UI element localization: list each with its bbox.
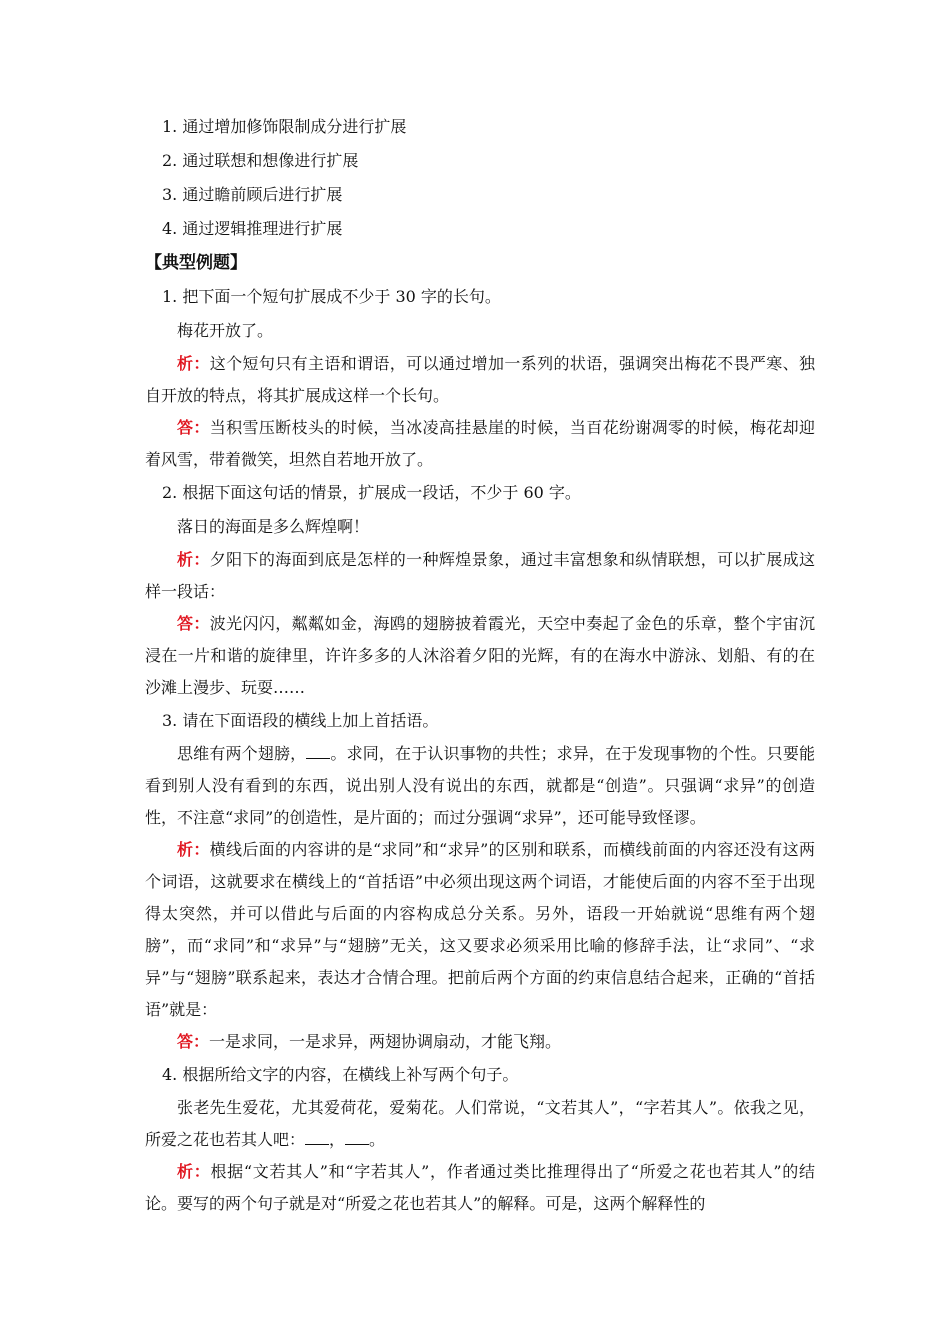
- material-text-before: 思维有两个翅膀，: [177, 744, 307, 763]
- example-3: [145, 704, 815, 1058]
- method-list: [145, 110, 815, 246]
- fill-blank: [305, 1130, 329, 1145]
- analysis-paragraph: [145, 544, 815, 608]
- example-question: 1. 把下面一个短句扩展成不少于 30 字的长句。: [162, 287, 501, 306]
- answer-paragraph: [145, 1026, 815, 1058]
- answer-paragraph: [145, 608, 815, 704]
- answer-label: 答：: [177, 418, 210, 437]
- answer-label: 答：: [177, 1032, 210, 1051]
- example-material: [145, 738, 815, 834]
- method-item: 4. 通过逻辑推理进行扩展: [162, 219, 343, 238]
- section-title: 【典型例题】: [145, 253, 247, 273]
- analysis-paragraph: [145, 1156, 815, 1220]
- method-item: 3. 通过瞻前顾后进行扩展: [162, 185, 343, 204]
- fill-blank: [306, 744, 330, 759]
- answer-text: 一是求同，一是求异，两翅协调扇动，才能飞翔。: [209, 1032, 562, 1051]
- example-material: 落日的海面是多么辉煌啊！: [177, 517, 370, 536]
- answer-text: 波光闪闪，粼粼如金，海鸥的翅膀披着霞光，天空中奏起了金色的乐章，整个宇宙沉浸在一片和谐的旋律里，许许多多的人沐浴着夕阳的光辉，有的在海水中游泳、划船、有的在沙滩上漫步、玩耍……: [145, 614, 815, 697]
- analysis-paragraph: [145, 834, 815, 1026]
- analysis-text: 横线后面的内容讲的是“求同”和“求异”的区别和联系，而横线前面的内容还没有这两个词语，这就要求在横线上的“首括语”中必须出现这两个词语，才能使后面的内容不至于出现得太突然，并可以借此与后面的内容构成总分关系。另外，语段一开始就说“思维有两个翅膀”，而“求同”和“求异”与“翅膀”无关，这又要求必须采用比喻的修辞手法，让“求同”、“求异”与“翅膀”联系起来，表达才合情合理。把前后两个方面的约束信息结合起来，正确的“首括语”就是：: [145, 840, 815, 1019]
- example-1: [145, 280, 815, 476]
- analysis-text: 夕阳下的海面到底是怎样的一种辉煌景象，通过丰富想象和纵情联想，可以扩展成这样一段话：: [145, 550, 815, 601]
- example-material: [145, 1092, 815, 1156]
- answer-paragraph: [145, 412, 815, 476]
- analysis-label: 析：: [177, 550, 210, 569]
- material-text-before: 张老先生爱花，尤其爱荷花，爱菊花。人们常说，“文若其人”，“字若其人”。依我之见，所爱之花也若其人吧：: [145, 1098, 815, 1149]
- analysis-label: 析：: [177, 354, 210, 373]
- document-body: [145, 110, 815, 1220]
- analysis-label: 析：: [177, 840, 210, 859]
- material-text-after: 。: [369, 1130, 386, 1149]
- answer-label: 答：: [177, 614, 210, 633]
- method-item: 2. 通过联想和想像进行扩展: [162, 151, 359, 170]
- material-text-mid: ，: [329, 1130, 346, 1149]
- example-2: [145, 476, 815, 704]
- material-text-after: 。求同，在于认识事物的共性；求异，在于发现事物的个性。只要能看到别人没有看到的东西，说出别人没有说出的东西，就都是“创造”。只强调“求异”的创造性，不注意“求同”的创造性，是片面的；而过分强调“求异”，还可能导致怪谬。: [145, 744, 815, 827]
- method-item: 1. 通过增加修饰限制成分进行扩展: [162, 117, 407, 136]
- analysis-text: 根据“文若其人”和“字若其人”，作者通过类比推理得出了“所爱之花也若其人”的结论。要写的两个句子就是对“所爱之花也若其人”的解释。可是，这两个解释性的: [145, 1162, 815, 1213]
- example-question: 2. 根据下面这句话的情景，扩展成一段话，不少于 60 字。: [162, 483, 581, 502]
- example-material: 梅花开放了。: [177, 321, 274, 340]
- example-4: [145, 1058, 815, 1220]
- fill-blank: [345, 1130, 369, 1145]
- analysis-paragraph: [145, 348, 815, 412]
- example-question: 4. 根据所给文字的内容，在横线上补写两个句子。: [162, 1065, 519, 1084]
- example-question: 3. 请在下面语段的横线上加上首括语。: [162, 711, 439, 730]
- analysis-label: 析：: [177, 1162, 211, 1181]
- analysis-text: 这个短句只有主语和谓语，可以通过增加一系列的状语，强调突出梅花不畏严寒、独自开放的特点，将其扩展成这样一个长句。: [145, 354, 815, 405]
- answer-text: 当积雪压断枝头的时候，当冰凌高挂悬崖的时候，当百花纷谢凋零的时候，梅花却迎着风雪，带着微笑，坦然自若地开放了。: [145, 418, 815, 469]
